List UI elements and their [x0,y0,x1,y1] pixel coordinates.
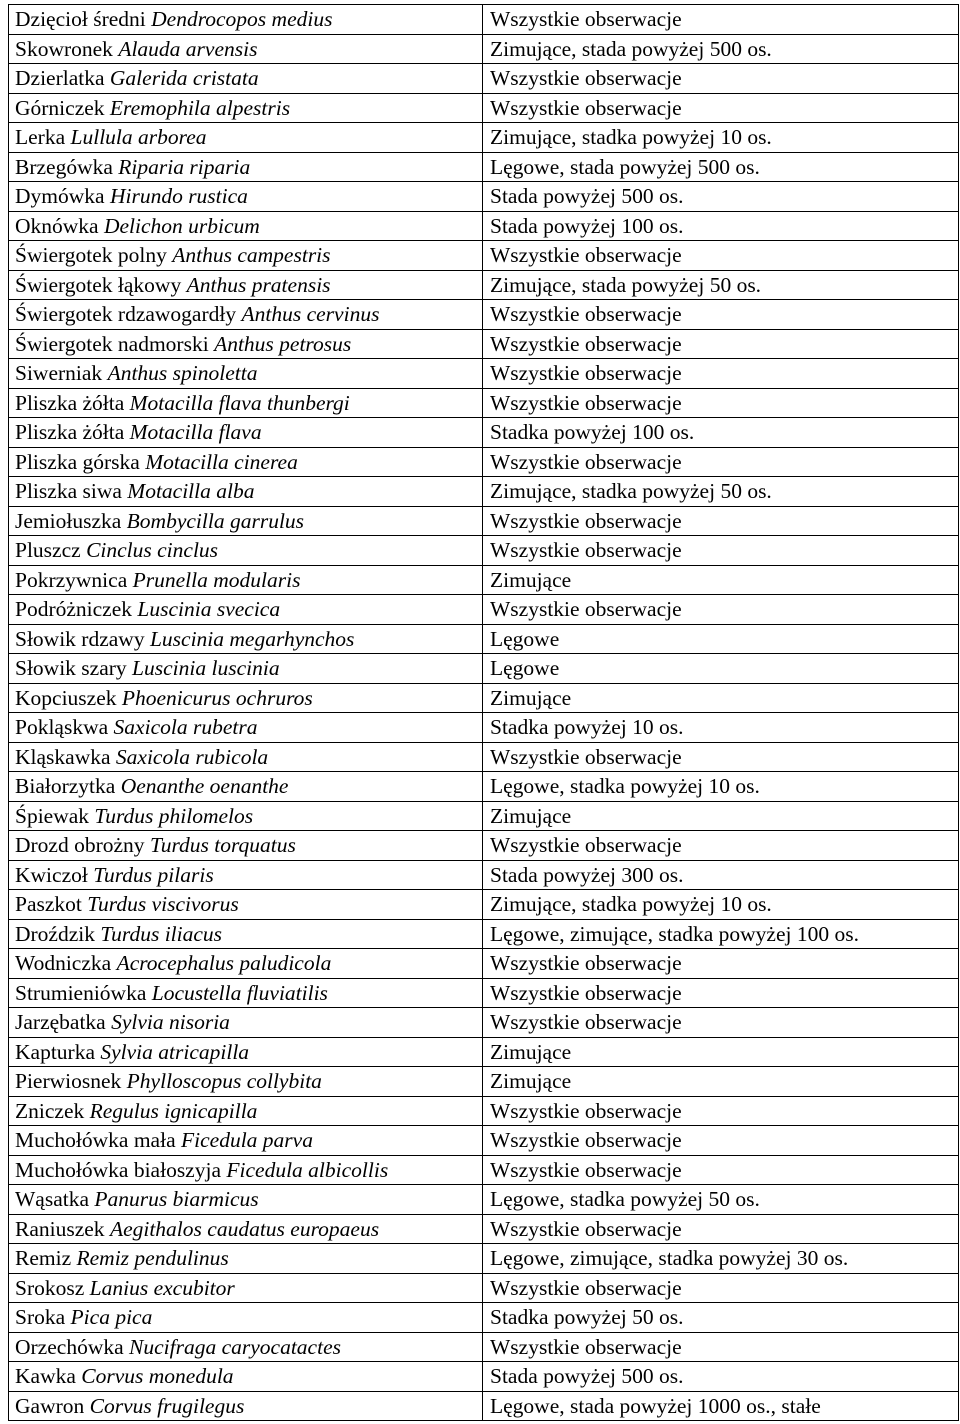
species-name-cell [9,359,483,389]
observation-status-cell: Wszystkie obserwacje [483,64,959,94]
table-row [9,300,959,330]
latin-name: Saxicola rubetra [113,715,258,740]
latin-name: Turdus torquatus [149,833,296,858]
table-row [9,801,959,831]
latin-name: Aegithalos caudatus europaeus [109,1216,380,1241]
species-name-cell [9,93,483,123]
table-row [9,1273,959,1303]
observation-status-cell: Lęgowe, stada powyżej 500 os. [483,152,959,182]
species-name-cell [9,801,483,831]
species-name-cell [9,654,483,684]
common-name: Jarzębatka [15,1010,106,1035]
observation-status-cell: Zimujące, stada powyżej 500 os. [483,34,959,64]
common-name: Siwerniak [15,361,103,386]
latin-name: Anthus campestris [172,243,331,268]
common-name: Strumieniówka [15,980,147,1005]
observation-status-cell: Wszystkie obserwacje [483,1155,959,1185]
observation-status-cell: Wszystkie obserwacje [483,329,959,359]
observation-status-cell: Wszystkie obserwacje [483,1214,959,1244]
latin-name: Dendrocopos medius [151,7,333,32]
observation-status-cell: Wszystkie obserwacje [483,359,959,389]
species-name-cell [9,919,483,949]
common-name: Brzegówka [15,154,113,179]
observation-status-cell: Zimujące, stadka powyżej 50 os. [483,477,959,507]
common-name: Drozd obrożny [15,833,145,858]
species-name-cell [9,506,483,536]
latin-name: Saxicola rubicola [115,744,269,769]
common-name: Muchołówka mała [15,1128,176,1153]
species-name-cell [9,329,483,359]
observation-status-cell: Stada powyżej 500 os. [483,182,959,212]
common-name: Pliszka żółta [15,390,125,415]
latin-name: Ficedula albicollis [226,1157,389,1182]
common-name: Raniuszek [15,1216,105,1241]
table-row [9,1362,959,1392]
latin-name: Regulus ignicapilla [89,1098,258,1123]
species-name-cell [9,1037,483,1067]
species-name-cell [9,1214,483,1244]
observation-status-cell: Zimujące [483,683,959,713]
observation-status-cell: Stadka powyżej 50 os. [483,1303,959,1333]
common-name: Oknówka [15,213,99,238]
table-row [9,595,959,625]
latin-name: Luscinia luscinia [132,656,280,681]
latin-name: Phylloscopus collybita [126,1069,322,1094]
common-name: Droździk [15,921,95,946]
observation-status-cell: Wszystkie obserwacje [483,5,959,35]
observation-status-cell: Stada powyżej 300 os. [483,860,959,890]
observation-status-cell: Wszystkie obserwacje [483,1332,959,1362]
observation-status-cell: Wszystkie obserwacje [483,1008,959,1038]
latin-name: Anthus spinoletta [107,361,258,386]
observation-status-cell: Stada powyżej 100 os. [483,211,959,241]
common-name: Gawron [15,1393,85,1418]
latin-name: Alauda arvensis [118,36,258,61]
table-row [9,565,959,595]
species-name-cell [9,1067,483,1097]
species-name-cell [9,683,483,713]
common-name: Pokrzywnica [15,567,128,592]
species-name-cell [9,388,483,418]
common-name: Dzięcioł średni [15,7,146,32]
common-name: Lerka [15,125,66,150]
species-name-cell [9,1185,483,1215]
latin-name: Delichon urbicum [103,213,260,238]
species-name-cell [9,978,483,1008]
table-row [9,1037,959,1067]
observation-status-cell: Zimujące [483,1067,959,1097]
latin-name: Motacilla cinerea [145,449,298,474]
common-name: Górniczek [15,95,105,120]
latin-name: Cinclus cinclus [86,538,219,563]
latin-name: Panurus biarmicus [94,1187,259,1212]
table-row [9,1214,959,1244]
latin-name: Phoenicurus ochruros [121,685,313,710]
latin-name: Turdus iliacus [100,921,223,946]
observation-status-cell: Lęgowe [483,624,959,654]
latin-name: Oenanthe oenanthe [120,774,289,799]
table-row [9,241,959,271]
latin-name: Eremophila alpestris [109,95,291,120]
observation-status-cell: Zimujące, stadka powyżej 10 os. [483,123,959,153]
species-name-cell [9,418,483,448]
common-name: Pliszka górska [15,449,140,474]
observation-status-cell: Zimujące, stada powyżej 50 os. [483,270,959,300]
common-name: Orzechówka [15,1334,124,1359]
observation-status-cell: Wszystkie obserwacje [483,300,959,330]
species-name-cell [9,565,483,595]
common-name: Remiz [15,1246,72,1271]
common-name: Kwiczoł [15,862,88,887]
table-row [9,1126,959,1156]
observation-status-cell: Lęgowe, zimujące, stadka powyżej 30 os. [483,1244,959,1274]
species-name-cell [9,152,483,182]
observation-status-cell: Wszystkie obserwacje [483,506,959,536]
observation-status-cell: Wszystkie obserwacje [483,949,959,979]
table-row [9,329,959,359]
table-row [9,34,959,64]
common-name: Kapturka [15,1039,95,1064]
observation-status-cell: Zimujące, stadka powyżej 10 os. [483,890,959,920]
species-name-cell [9,1273,483,1303]
common-name: Świergotek nadmorski [15,331,209,356]
table-row [9,536,959,566]
table-row [9,949,959,979]
observation-status-cell: Wszystkie obserwacje [483,595,959,625]
common-name: Wąsatka [15,1187,90,1212]
table-row [9,860,959,890]
observation-status-cell: Wszystkie obserwacje [483,388,959,418]
species-name-cell [9,1096,483,1126]
species-name-cell [9,713,483,743]
species-name-cell [9,742,483,772]
observation-status-cell: Zimujące [483,801,959,831]
observation-status-cell: Wszystkie obserwacje [483,978,959,1008]
common-name: Pierwiosnek [15,1069,122,1094]
latin-name: Motacilla flava [129,420,262,445]
species-name-cell [9,1126,483,1156]
table-row [9,477,959,507]
species-name-cell [9,270,483,300]
observation-status-cell: Lęgowe, stada powyżej 1000 os., stałe [483,1391,959,1421]
common-name: Pokląskwa [15,715,109,740]
table-row [9,418,959,448]
table-body [9,5,959,1421]
latin-name: Lullula arborea [70,125,207,150]
table-row [9,772,959,802]
species-name-cell [9,5,483,35]
latin-name: Pica pica [70,1305,153,1330]
common-name: Kopciuszek [15,685,117,710]
table-row [9,182,959,212]
latin-name: Motacilla flava thunbergi [129,390,350,415]
observation-status-cell: Wszystkie obserwacje [483,536,959,566]
latin-name: Anthus petrosus [214,331,352,356]
species-name-cell [9,211,483,241]
table-row [9,1244,959,1274]
observation-status-cell: Zimujące [483,565,959,595]
observation-status-cell: Wszystkie obserwacje [483,742,959,772]
table-row [9,1008,959,1038]
table-row [9,64,959,94]
latin-name: Hirundo rustica [109,184,248,209]
species-name-cell [9,241,483,271]
species-name-cell [9,624,483,654]
common-name: Pliszka siwa [15,479,122,504]
species-name-cell [9,34,483,64]
table-row [9,447,959,477]
latin-name: Nucifraga caryocatactes [129,1334,341,1359]
common-name: Słowik rdzawy [15,626,145,651]
table-row [9,624,959,654]
table-row [9,270,959,300]
species-name-cell [9,182,483,212]
observation-status-cell: Wszystkie obserwacje [483,1126,959,1156]
table-row [9,742,959,772]
table-row [9,152,959,182]
latin-name: Riparia riparia [118,154,251,179]
table-row [9,123,959,153]
table-row [9,831,959,861]
species-name-cell [9,1362,483,1392]
table-row [9,978,959,1008]
table-row [9,1096,959,1126]
common-name: Zniczek [15,1098,85,1123]
species-name-cell [9,64,483,94]
latin-name: Turdus pilaris [93,862,214,887]
observation-status-cell: Zimujące [483,1037,959,1067]
common-name: Świergotek polny [15,243,167,268]
observation-status-cell: Wszystkie obserwacje [483,241,959,271]
table-row [9,359,959,389]
table-row [9,1155,959,1185]
species-name-cell [9,831,483,861]
observation-status-cell: Stada powyżej 500 os. [483,1362,959,1392]
latin-name: Corvus frugilegus [89,1393,245,1418]
latin-name: Sylvia nisoria [111,1010,230,1035]
common-name: Białorzytka [15,774,116,799]
common-name: Dzierlatka [15,66,105,91]
common-name: Skowronek [15,36,113,61]
species-name-cell [9,536,483,566]
species-name-cell [9,1155,483,1185]
common-name: Słowik szary [15,656,127,681]
observation-status-cell: Lęgowe, stadka powyżej 50 os. [483,1185,959,1215]
latin-name: Luscinia megarhynchos [149,626,355,651]
latin-name: Anthus pratensis [186,272,331,297]
common-name: Jemiołuszka [15,508,122,533]
common-name: Sroka [15,1305,66,1330]
table-row [9,654,959,684]
table-row [9,1067,959,1097]
common-name: Srokosz [15,1275,85,1300]
observation-status-cell: Wszystkie obserwacje [483,447,959,477]
common-name: Świergotek łąkowy [15,272,182,297]
observation-status-cell: Wszystkie obserwacje [483,831,959,861]
observation-status-cell: Lęgowe, stadka powyżej 10 os. [483,772,959,802]
table-row [9,890,959,920]
common-name: Kawka [15,1364,76,1389]
common-name: Pluszcz [15,538,81,563]
observation-status-cell: Stadka powyżej 10 os. [483,713,959,743]
common-name: Kląskawka [15,744,111,769]
common-name: Muchołówka białoszyja [15,1157,221,1182]
species-table [8,4,959,1421]
common-name: Paszkot [15,892,82,917]
common-name: Pliszka żółta [15,420,125,445]
table-row [9,1391,959,1421]
species-name-cell [9,772,483,802]
species-name-cell [9,860,483,890]
species-name-cell [9,1332,483,1362]
species-name-cell [9,595,483,625]
table-row [9,1332,959,1362]
latin-name: Locustella fluviatilis [151,980,328,1005]
observation-status-cell: Lęgowe, zimujące, stadka powyżej 100 os. [483,919,959,949]
latin-name: Motacilla alba [127,479,255,504]
observation-status-cell: Stadka powyżej 100 os. [483,418,959,448]
observation-status-cell: Wszystkie obserwacje [483,1273,959,1303]
species-name-cell [9,1244,483,1274]
latin-name: Corvus monedula [81,1364,234,1389]
latin-name: Turdus viscivorus [87,892,239,917]
latin-name: Galerida cristata [109,66,259,91]
latin-name: Ficedula parva [181,1128,313,1153]
species-name-cell [9,123,483,153]
table-row [9,919,959,949]
species-name-cell [9,890,483,920]
observation-status-cell: Wszystkie obserwacje [483,1096,959,1126]
latin-name: Turdus philomelos [94,803,254,828]
species-name-cell [9,949,483,979]
table-row [9,5,959,35]
common-name: Świergotek rdzawogardły [15,302,237,327]
common-name: Dymówka [15,184,105,209]
latin-name: Remiz pendulinus [76,1246,229,1271]
table-row [9,388,959,418]
latin-name: Bombycilla garrulus [126,508,305,533]
table-row [9,1185,959,1215]
latin-name: Prunella modularis [132,567,301,592]
table-row [9,211,959,241]
latin-name: Lanius excubitor [89,1275,235,1300]
latin-name: Luscinia svecica [137,597,281,622]
species-name-cell [9,300,483,330]
table-row [9,1303,959,1333]
common-name: Śpiewak [15,803,90,828]
table-row [9,506,959,536]
table-row [9,713,959,743]
latin-name: Anthus cervinus [241,302,380,327]
common-name: Wodniczka [15,951,112,976]
latin-name: Sylvia atricapilla [100,1039,250,1064]
table-row [9,683,959,713]
common-name: Podróżniczek [15,597,133,622]
observation-status-cell: Wszystkie obserwacje [483,93,959,123]
observation-status-cell: Lęgowe [483,654,959,684]
table-row [9,93,959,123]
species-name-cell [9,477,483,507]
species-name-cell [9,447,483,477]
species-name-cell [9,1391,483,1421]
species-name-cell [9,1303,483,1333]
latin-name: Acrocephalus paludicola [116,951,332,976]
species-name-cell [9,1008,483,1038]
